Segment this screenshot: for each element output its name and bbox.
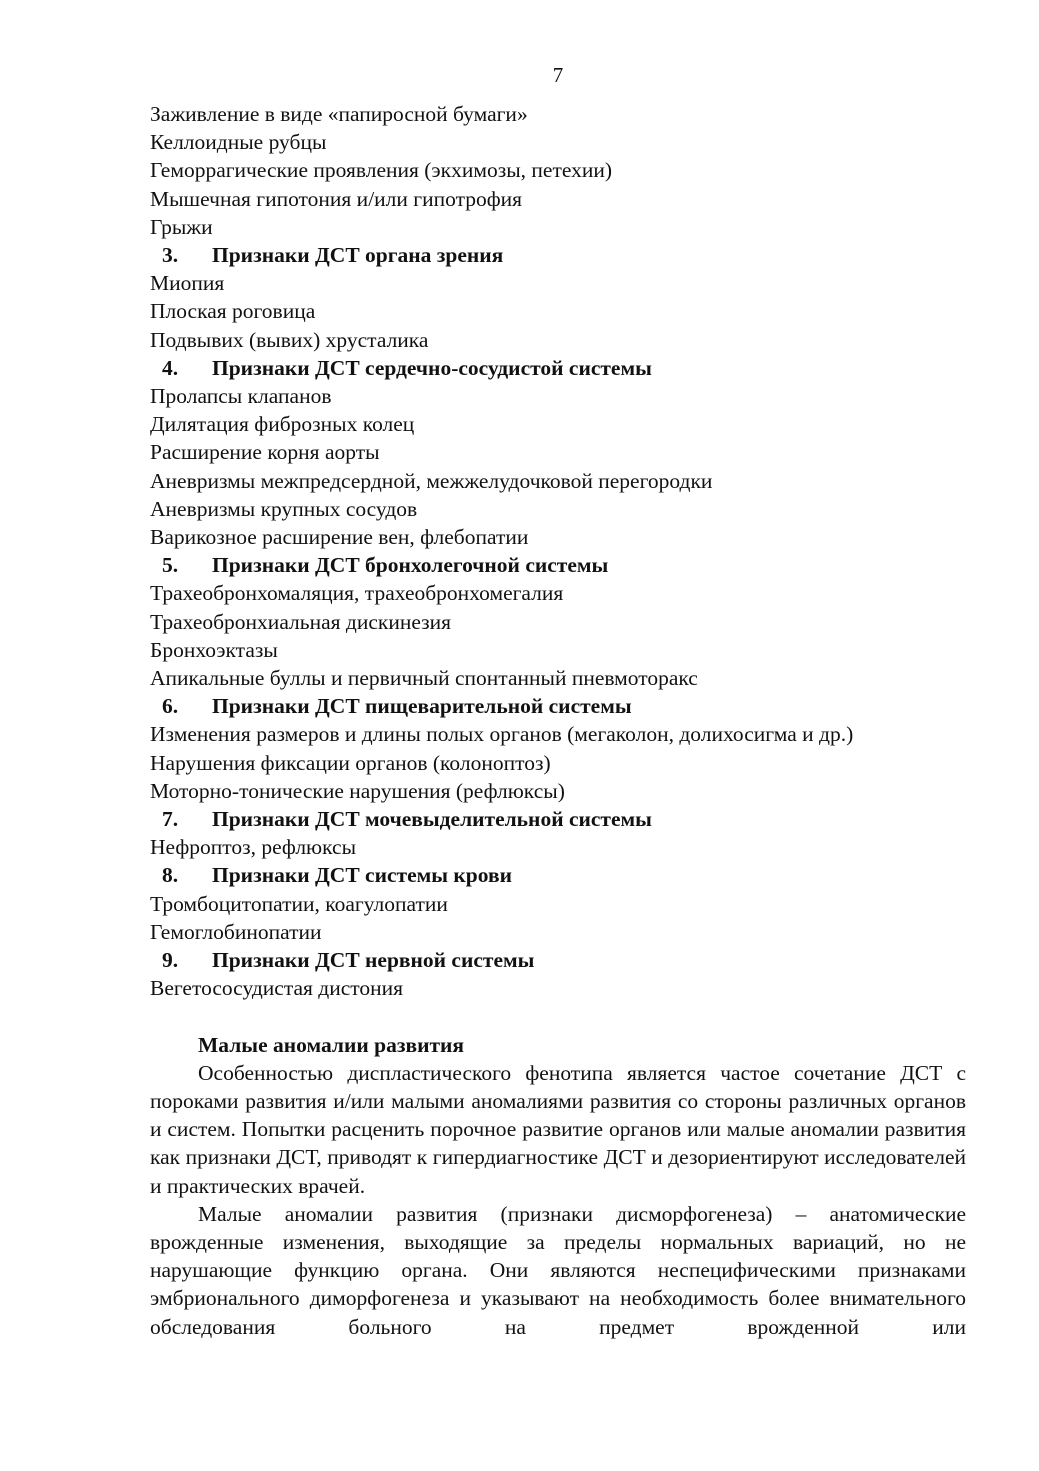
section-block bbox=[150, 241, 966, 354]
section-heading bbox=[150, 805, 966, 833]
page-number: 7 bbox=[552, 63, 564, 87]
subsection bbox=[150, 1031, 966, 1341]
paragraph: Малые аномалии развития (признаки дисморфогенеза) – анатомические врожденные изменения, выходящие за пределы нормальных вариаций, но не нарушающие функцию органа. Они являются неспецифическими признаками эмбрионального диморфогенеза и указывают на необходимость более внимательного обследования больного на предмет врожденной или bbox=[150, 1201, 966, 1339]
section-title: Признаки ДСТ пищеварительной системы bbox=[212, 694, 632, 719]
top-items-list bbox=[150, 100, 966, 241]
list-item: Бронхоэктазы bbox=[150, 637, 278, 662]
section-title: Признаки ДСТ органа зрения bbox=[212, 243, 504, 268]
list-item: Миопия bbox=[150, 271, 225, 296]
section-title: Признаки ДСТ мочевыделительной системы bbox=[212, 807, 652, 832]
list-item: Аневризмы крупных сосудов bbox=[150, 496, 418, 521]
section-heading bbox=[150, 551, 966, 579]
list-item: Геморрагические проявления (экхимозы, петехии) bbox=[150, 158, 613, 183]
section-heading bbox=[150, 241, 966, 269]
section-number: 8. bbox=[162, 863, 179, 888]
paragraph: Особенностью диспластического фенотипа является частое сочетание ДСТ с пороками развития и/или малыми аномалиями развития со стороны различных органов и систем. Попытки расценить порочное развитие органов или малые аномалии развития как признаки ДСТ, приводят к гипердиагностике ДСТ и дезориентируют исследователей и практических врачей. bbox=[150, 1060, 966, 1198]
subsection-title: Малые аномалии развития bbox=[198, 1032, 465, 1057]
section-heading bbox=[150, 354, 966, 382]
list-item: Заживление в виде «папиросной бумаги» bbox=[150, 102, 528, 126]
section-title: Признаки ДСТ нервной системы bbox=[212, 948, 535, 973]
list-item: Апикальные буллы и первичный спонтанный пневмоторакс bbox=[150, 666, 698, 691]
section-block bbox=[150, 861, 966, 946]
section-heading bbox=[150, 861, 966, 889]
section-number: 5. bbox=[162, 553, 179, 578]
list-item: Расширение корня аорты bbox=[150, 440, 380, 465]
list-item: Подвывих (вывих) хрусталика bbox=[150, 327, 429, 352]
section-block bbox=[150, 805, 966, 861]
section-number: 4. bbox=[162, 355, 179, 380]
list-item: Трахеобронхомаляция, трахеобронхомегалия bbox=[150, 581, 564, 606]
list-item: Мышечная гипотония и/или гипотрофия bbox=[150, 186, 523, 211]
section-title: Признаки ДСТ системы крови bbox=[212, 863, 512, 888]
section-number: 9. bbox=[162, 948, 179, 973]
section-title: Признаки ДСТ бронхолегочной системы bbox=[212, 553, 609, 578]
section-block bbox=[150, 692, 966, 805]
section-heading bbox=[150, 946, 966, 974]
list-item: Келлоидные рубцы bbox=[150, 130, 327, 155]
list-item: Изменения размеров и длины полых органов (мегаколон, долихосигма и др.) bbox=[150, 722, 854, 747]
section-number: 6. bbox=[162, 694, 179, 719]
list-item: Тромбоцитопатии, коагулопатии bbox=[150, 891, 448, 916]
list-item: Пролапсы клапанов bbox=[150, 384, 332, 409]
section-block bbox=[150, 946, 966, 1002]
list-item: Трахеобронхиальная дискинезия bbox=[150, 609, 452, 634]
list-item: Моторно-тонические нарушения (рефлюксы) bbox=[150, 778, 565, 803]
list-item: Грыжи bbox=[150, 214, 213, 239]
section-gap bbox=[150, 1003, 966, 1031]
list-item: Аневризмы межпредсердной, межжелудочковой перегородки bbox=[150, 468, 713, 493]
list-item: Гемоглобинопатии bbox=[150, 919, 322, 944]
section-block bbox=[150, 354, 966, 551]
list-item: Вегетососудистая дистония bbox=[150, 976, 404, 1001]
list-item: Плоская роговица bbox=[150, 299, 316, 324]
list-item: Варикозное расширение вен, флебопатии bbox=[150, 525, 529, 550]
list-item: Дилятация фиброзных колец bbox=[150, 412, 415, 437]
section-number: 7. bbox=[162, 807, 179, 832]
list-item: Нарушения фиксации органов (колоноптоз) bbox=[150, 750, 551, 775]
section-title: Признаки ДСТ сердечно-сосудистой системы bbox=[212, 355, 652, 380]
sections-list bbox=[150, 241, 966, 1002]
list-item: Нефроптоз, рефлюксы bbox=[150, 835, 357, 860]
section-number: 3. bbox=[162, 243, 179, 268]
section-block bbox=[150, 551, 966, 692]
section-heading bbox=[150, 692, 966, 720]
page-content bbox=[150, 100, 966, 1341]
